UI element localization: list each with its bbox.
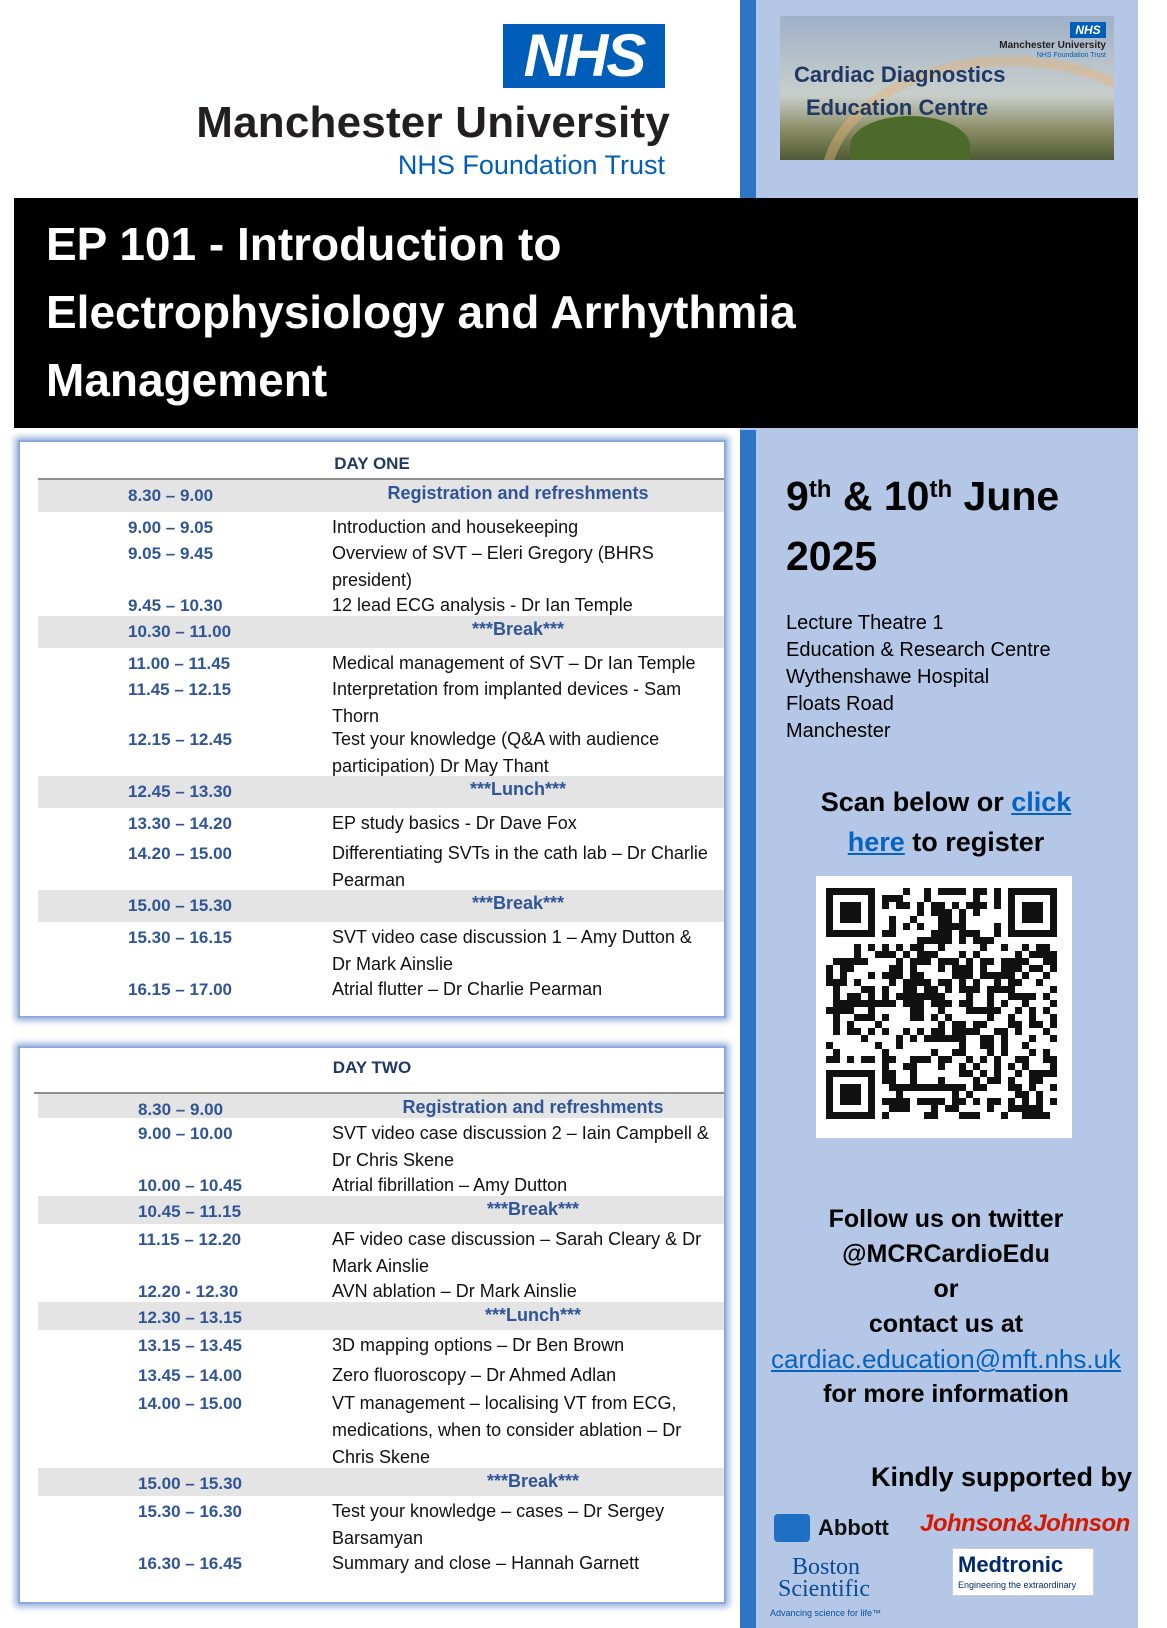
schedule-row [38, 538, 724, 590]
centre-image [780, 16, 1114, 160]
schedule-row [38, 480, 724, 512]
session-time: 15.30 – 16.30 [138, 1502, 242, 1521]
session-description: VT management – localising VT from ECG, medications, when to consider ablation – Dr Chris Skene [332, 1393, 682, 1467]
registration-label: Registration and refreshments [387, 483, 649, 503]
session-description: Overview of SVT – Eleri Gregory (BHRS president) [332, 543, 654, 590]
schedule-row [38, 1360, 724, 1388]
break-label: ***Break*** [486, 1199, 580, 1219]
schedule-row [38, 974, 724, 1002]
schedule-row [38, 1170, 724, 1196]
session-description: 3D mapping options – Dr Ben Brown [332, 1335, 625, 1355]
break-label: ***Lunch*** [484, 1305, 582, 1325]
medtronic-logo: Medtronic [958, 1552, 1064, 1577]
schedule-row [38, 1302, 724, 1330]
session-description: Test your knowledge (Q&A with audience participation) Dr May Thant [332, 729, 660, 776]
day-one-schedule [18, 440, 726, 1018]
session-time: 10.45 – 11.15 [138, 1202, 242, 1221]
session-description: Introduction and housekeeping [332, 517, 579, 537]
session-description: SVT video case discussion 1 – Amy Dutton & Dr Mark Ainslie [332, 927, 692, 974]
schedule-row [38, 776, 724, 808]
course-title-line1: EP 101 - Introduction to [46, 218, 562, 270]
schedule-row [38, 838, 724, 890]
session-time: 8.30 – 9.00 [128, 486, 214, 505]
date-day2-suffix: th [929, 476, 953, 503]
bs-line2: Scientific [778, 1576, 870, 1602]
day-one-title: DAY ONE [334, 454, 410, 473]
schedule-row [38, 1276, 724, 1302]
session-time: 12.20 - 12.30 [138, 1282, 239, 1301]
abbott-icon [774, 1514, 810, 1542]
schedule-row [38, 1094, 724, 1118]
date-day1-suffix: th [808, 476, 832, 503]
session-time: 14.20 – 15.00 [128, 844, 232, 863]
session-description: Medical management of SVT – Dr Ian Temple [332, 653, 696, 673]
org-subtitle: NHS Foundation Trust [397, 150, 665, 180]
schedule-row [38, 1496, 724, 1548]
centre-org-sub: NHS Foundation Trust [1036, 52, 1106, 59]
qr-code-graphic [816, 876, 1072, 1138]
schedule-row [38, 1118, 724, 1170]
date-day2: 10 [883, 473, 930, 519]
session-description: Test your knowledge – cases – Dr Sergey Barsamyan [332, 1501, 665, 1548]
session-time: 15.00 – 15.30 [128, 896, 232, 915]
bs-line1: Boston [792, 1554, 861, 1580]
centre-title-line1: Cardiac Diagnostics [794, 62, 1006, 87]
schedule-row [38, 808, 724, 838]
schedule-row [38, 724, 724, 776]
day-two-schedule [18, 1046, 726, 1604]
schedule-row [38, 590, 724, 616]
register-prefix: Scan below or [820, 787, 1012, 817]
schedule-row [38, 922, 724, 974]
session-time: 15.30 – 16.15 [128, 928, 232, 947]
centre-title [794, 58, 1006, 124]
schedule-row [38, 1548, 724, 1576]
info-text: for more information [823, 1380, 1069, 1408]
day-two-title: DAY TWO [332, 1058, 412, 1077]
course-title-line3: Management [46, 354, 328, 406]
venue-line: Lecture Theatre 1 [786, 612, 944, 634]
venue-line: Manchester [786, 720, 891, 742]
event-date [786, 466, 1126, 586]
break-label: ***Break*** [471, 619, 565, 639]
break-label: ***Break*** [486, 1471, 580, 1491]
sponsors-heading: Kindly supported by [870, 1462, 1132, 1492]
course-title-line2: Electrophysiology and Arrhythmia [46, 286, 796, 338]
session-time: 14.00 – 15.00 [138, 1394, 242, 1413]
contact-text: contact us at [868, 1310, 1024, 1338]
session-time: 8.30 – 9.00 [138, 1100, 224, 1119]
session-time: 10.30 – 11.00 [128, 622, 232, 641]
venue-line: Wythenshawe Hospital [786, 666, 990, 688]
break-label: ***Break*** [471, 893, 565, 913]
jj-logo: Johnson&Johnson [920, 1510, 1130, 1537]
date-day1: 9 [786, 473, 809, 519]
session-time: 12.15 – 12.45 [128, 730, 232, 749]
session-description: Summary and close – Hannah Garnett [332, 1553, 640, 1573]
session-time: 15.00 – 15.30 [138, 1474, 242, 1493]
session-description: AVN ablation – Dr Mark Ainslie [332, 1281, 577, 1301]
bs-tagline: Advancing science for life™ [770, 1608, 882, 1618]
session-description: 12 lead ECG analysis - Dr Ian Temple [332, 595, 633, 615]
email-link[interactable]: cardiac.education@mft.nhs.uk [770, 1344, 1122, 1374]
date-amp: & [831, 473, 884, 519]
registration-label: Registration and refreshments [402, 1097, 664, 1117]
session-description: Interpretation from implanted devices - Sam Thorn [332, 679, 682, 726]
session-time: 16.15 – 17.00 [128, 980, 232, 999]
register-link[interactable]: here [847, 827, 905, 857]
venue-address [786, 610, 1051, 745]
session-description: SVT video case discussion 2 – Iain Campbell & Dr Chris Skene [332, 1123, 709, 1170]
follow-text: Follow us on twitter [828, 1205, 1064, 1233]
session-description: Atrial fibrillation – Amy Dutton [332, 1175, 568, 1195]
course-title [46, 210, 1046, 414]
break-label: ***Lunch*** [469, 779, 567, 799]
session-time: 9.45 – 10.30 [128, 596, 223, 615]
centre-title-line2: Education Centre [806, 95, 989, 120]
boston-scientific-logo [778, 1556, 870, 1600]
session-time: 11.00 – 11.45 [128, 654, 231, 673]
schedule-row [38, 648, 724, 674]
session-description: Atrial flutter – Dr Charlie Pearman [332, 979, 603, 999]
session-description: EP study basics - Dr Dave Fox [332, 813, 577, 833]
session-time: 9.00 – 9.05 [128, 518, 214, 537]
date-year: 2025 [786, 533, 878, 579]
abbott-logo: Abbott [818, 1515, 889, 1540]
contact-block [756, 1202, 1136, 1412]
schedule-row [38, 890, 724, 922]
qr-code[interactable] [816, 876, 1072, 1138]
centre-nhs-logo: NHS [1070, 22, 1106, 38]
session-time: 9.05 – 9.45 [128, 544, 214, 563]
schedule-row [38, 616, 724, 648]
session-time: 11.15 – 12.20 [138, 1230, 242, 1249]
medtronic-tagline: Engineering the extraordinary [958, 1580, 1077, 1590]
org-name: Manchester University [196, 98, 670, 147]
session-time: 10.00 – 10.45 [138, 1176, 242, 1195]
venue-line: Education & Research Centre [786, 639, 1051, 661]
schedule-row [38, 512, 724, 538]
register-link[interactable]: click [1011, 787, 1072, 817]
session-description: Zero fluoroscopy – Dr Ahmed Adlan [332, 1365, 617, 1385]
venue-line: Floats Road [786, 693, 894, 715]
session-time: 13.15 – 13.45 [138, 1336, 242, 1355]
schedule-row [38, 1224, 724, 1276]
session-time: 13.45 – 14.00 [138, 1366, 242, 1385]
session-description: Differentiating SVTs in the cath lab – Dr Charlie Pearman [332, 843, 708, 890]
schedule-row [38, 1388, 724, 1468]
session-time: 11.45 – 12.15 [128, 680, 232, 699]
nhs-logo: NHS [503, 24, 665, 88]
session-time: 12.30 – 13.15 [138, 1308, 242, 1327]
session-time: 12.45 – 13.30 [128, 782, 232, 801]
date-month: June [952, 473, 1060, 519]
schedule-row [38, 674, 724, 724]
session-time: 13.30 – 14.20 [128, 814, 232, 833]
schedule-row [38, 1330, 724, 1360]
session-time: 9.00 – 10.00 [138, 1124, 233, 1143]
schedule-row [38, 1468, 724, 1496]
session-time: 16.30 – 16.45 [138, 1554, 242, 1573]
register-text [760, 782, 1132, 862]
or-text: or [933, 1275, 959, 1303]
twitter-handle[interactable]: @MCRCardioEdu [842, 1240, 1050, 1268]
sidebar-edge [740, 430, 756, 1628]
centre-org-name: Manchester University [999, 40, 1106, 51]
register-suffix: to register [904, 827, 1045, 857]
sidebar-edge [740, 0, 756, 200]
schedule-row [38, 1196, 724, 1224]
session-description: AF video case discussion – Sarah Cleary & Dr Mark Ainslie [332, 1229, 702, 1276]
